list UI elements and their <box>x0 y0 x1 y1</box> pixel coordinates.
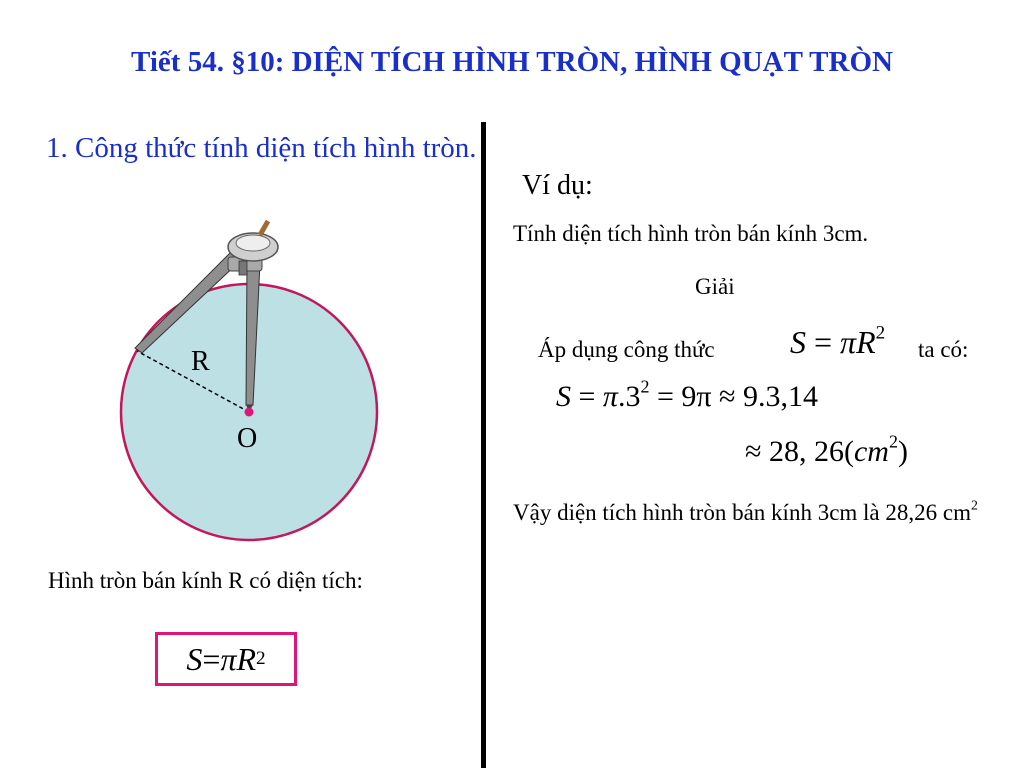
calc-eq: = <box>571 380 603 413</box>
section-heading: 1. Công thức tính diện tích hình tròn. <box>46 132 477 164</box>
apply-formula <box>790 324 885 361</box>
calc-rest: = 9π ≈ 9.3,14 <box>649 380 818 413</box>
center-point <box>245 408 254 417</box>
apply-formula-lhs: S <box>790 324 806 360</box>
radius-label: R <box>191 346 210 377</box>
problem-statement: Tính diện tích hình tròn bán kính 3cm. <box>513 221 869 246</box>
calc-lhs: S <box>556 380 571 413</box>
calc2-close: ) <box>897 435 908 468</box>
formula-lhs: S <box>186 640 203 677</box>
calc-base: .3 <box>617 380 641 413</box>
conclusion-exp: 2 <box>971 497 978 513</box>
example-label: Ví dụ: <box>522 170 593 201</box>
circle-compass-figure <box>100 205 390 545</box>
apply-formula-var: R <box>856 324 876 360</box>
formula-eq: = <box>202 640 221 677</box>
formula-pi: π <box>220 640 237 677</box>
calculation-line-1 <box>556 376 818 414</box>
area-formula-box: S = π R 2 <box>155 632 297 686</box>
calc2-approx: ≈ 28, 26( <box>745 435 854 468</box>
apply-formula-eq: = <box>806 324 841 360</box>
formula-var: R <box>236 640 257 677</box>
conclusion-text: Vậy diện tích hình tròn bán kính 3cm là 28,26 cm <box>513 500 971 525</box>
center-label: O <box>237 423 258 454</box>
area-caption: Hình tròn bán kính R có diện tích: <box>48 568 363 593</box>
vertical-divider <box>481 122 486 768</box>
calc2-unit: cm <box>853 435 889 468</box>
apply-formula-text: Áp dụng công thức <box>538 337 715 362</box>
calc2-exp: 2 <box>888 431 898 452</box>
conclusion <box>513 497 1003 528</box>
page-title: Tiết 54. §10: DIỆN TÍCH HÌNH TRÒN, HÌNH QUẠT TRÒN <box>131 46 893 78</box>
calculation-line-2 <box>745 431 908 469</box>
apply-formula-pi: π <box>840 324 857 360</box>
apply-formula-exp: 2 <box>875 322 886 344</box>
ta-co-text: ta có: <box>918 337 969 362</box>
calc-pi: π <box>602 380 618 413</box>
solution-label: Giải <box>695 274 735 299</box>
calc-exp: 2 <box>640 376 650 397</box>
